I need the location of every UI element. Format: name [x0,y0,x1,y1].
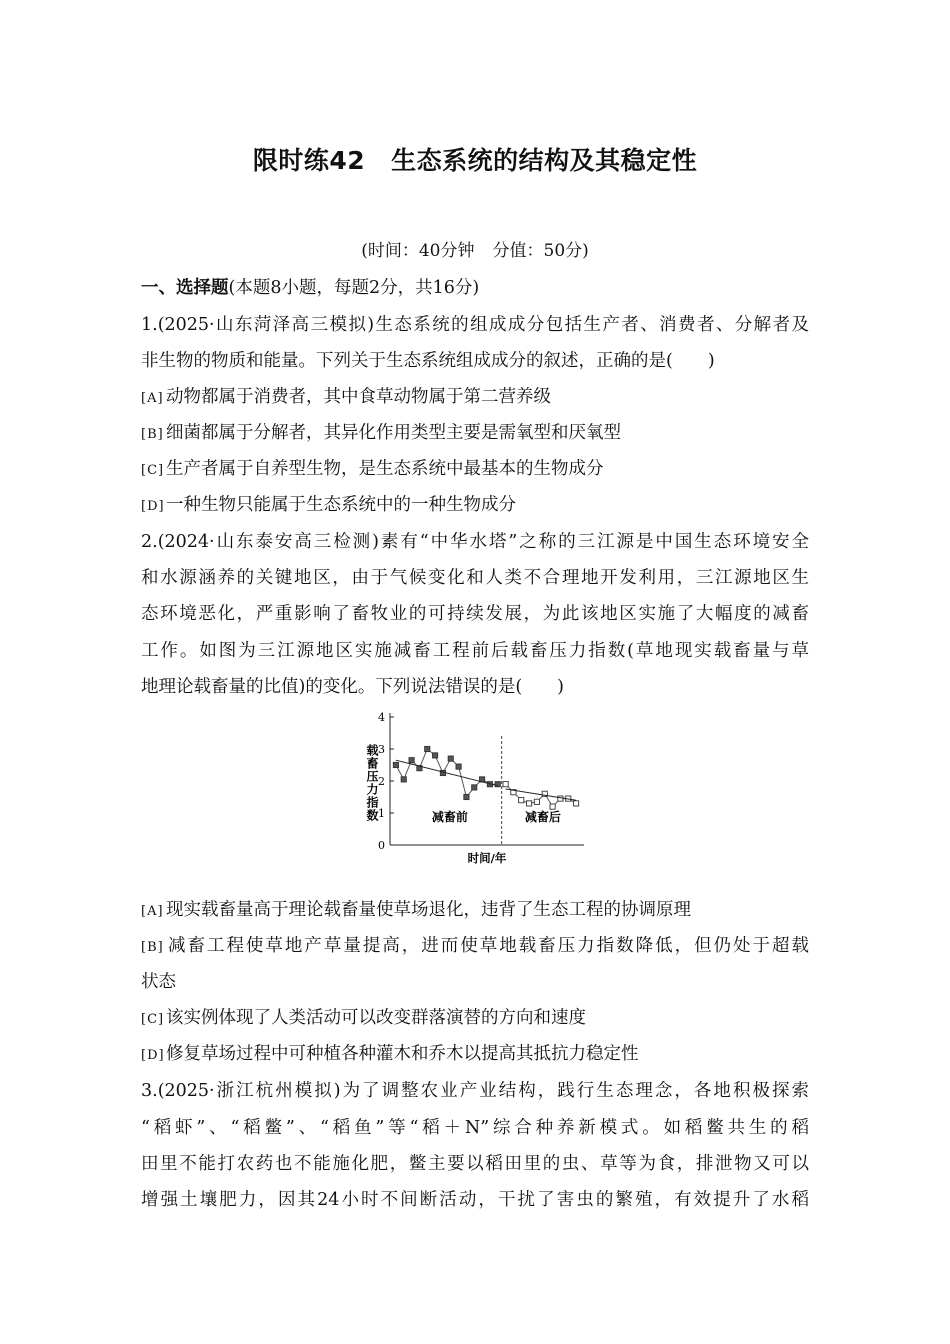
data-point [550,804,555,809]
option-text: 该实例体现了人类活动可以改变群落演替的方向和速度 [166,1008,586,1028]
title-topic: 生态系统的结构及其稳定性 [391,146,698,175]
option-key: [C] [141,463,165,478]
y-tick-label: 4 [378,711,385,724]
data-point [472,785,477,790]
region-label-before: 减畜前 [431,810,468,824]
data-point [393,762,398,767]
q2-stem-line: 态环境恶化，严重影响了畜牧业的可持续发展，为此该地区实施了大幅度的减畜 [141,604,809,624]
y-axis-label: 载畜压力指数 [365,744,379,822]
q2-option-a [141,896,691,921]
section-heading [141,274,479,299]
time-score-info [0,236,950,261]
x-axis-label: 时间/年 [467,851,507,865]
option-text: 细菌都属于分解者，其异化作用类型主要是需氧型和厌氧型 [166,423,621,443]
q2-stem-line: 2.(2024·山东泰安高三检测)素有“中华水塔”之称的三江源是中国生态环境安全 [141,532,809,552]
q1-stem-line: 1.(2025·山东菏泽高三模拟)生态系统的组成成分包括生产者、消费者、分解者及 [141,315,809,335]
q1-option-c [141,455,604,480]
data-point [425,746,430,751]
score-info: 分值：50分) [492,241,589,261]
q2-option-b [141,932,809,957]
section-note: (本题8小题，每题2分，共16分) [228,278,480,298]
option-key: [D] [141,499,165,514]
series-line [506,784,577,806]
q2-option-d [141,1040,639,1065]
data-point [534,799,539,804]
option-key: [A] [141,391,164,406]
option-text: 现实载畜量高于理论载畜量使草场退化，违背了生态工程的协调原理 [166,900,691,920]
chart-marks [393,746,578,809]
option-text: 生产者属于自养型生物，是生态系统中最基本的生物成分 [166,459,604,479]
q3-stem-line: 3.(2025·浙江杭州模拟)为了调整农业产业结构，践行生态理念，各地积极探索 [141,1081,809,1101]
option-key: [C] [141,1012,165,1027]
data-point [409,758,414,763]
y-tick-label: 1 [378,807,385,820]
option-key: [B] [141,427,164,442]
q1-option-b [141,419,621,444]
data-point [448,756,453,761]
option-text: 减畜工程使草地产草量提高，进而使草地载畜压力指数降低，但仍处于超载 [166,936,809,956]
data-point [558,796,563,801]
y-tick-label: 0 [378,839,385,852]
data-point [519,798,524,803]
data-point [432,753,437,758]
section-label: 一、选择题 [141,278,229,298]
q3-stem-line: 田里不能打农药也不能施化肥，鳖主要以稻田里的虫、草等为食，排泄物又可以 [141,1154,809,1174]
y-tick-label: 3 [378,743,385,756]
grazing-pressure-chart [358,706,598,866]
trend-line [396,760,498,786]
q2-stem-line: 工作。如图为三江源地区实施减畜工程前后载畜压力指数(草地现实载畜量与草 [141,641,809,661]
region-label-after: 减畜后 [524,810,561,824]
data-point [456,764,461,769]
y-tick-label: 2 [378,775,385,788]
option-key: [D] [141,1048,165,1063]
q1-option-d [141,491,516,516]
q1-option-a [141,383,551,408]
q2-option-c [141,1004,586,1029]
q3-stem-line: 增强土壤肥力，因其24小时不间断活动，干扰了害虫的繁殖，有效提升了水稻 [141,1190,809,1210]
option-key: [B] [141,940,164,955]
data-point [503,782,508,787]
q2-stem-line: 和水源涵养的关键地区，由于气候变化和人类不合理地开发利用，三江源地区生 [141,568,809,588]
q2-option-b-continued: 状态 [141,972,176,992]
data-point [464,794,469,799]
page-title [0,141,950,177]
q2-stem-line: 地理论载畜量的比值)的变化。下列说法错误的是( ) [141,677,564,697]
option-text: 一种生物只能属于生态系统中的一种生物成分 [166,495,516,515]
data-point [401,777,406,782]
q3-stem-line: “稻虾”、“稻鳖”、“稻鱼”等“稻＋N”综合种养新模式。如稻鳖共生的稻 [141,1118,809,1138]
option-text: 动物都属于消费者，其中食草动物属于第二营养级 [166,387,551,407]
option-text: 修复草场过程中可种植各种灌木和乔木以提高其抵抗力稳定性 [166,1044,639,1064]
data-point [495,782,500,787]
title-number: 限时练42 [252,146,366,175]
data-point [573,801,578,806]
q1-stem-line: 非生物的物质和能量。下列关于生态系统组成成分的叙述，正确的是( ) [141,351,715,371]
data-point [526,801,531,806]
time-info: (时间：40分钟 [361,241,475,261]
option-key: [A] [141,904,164,919]
